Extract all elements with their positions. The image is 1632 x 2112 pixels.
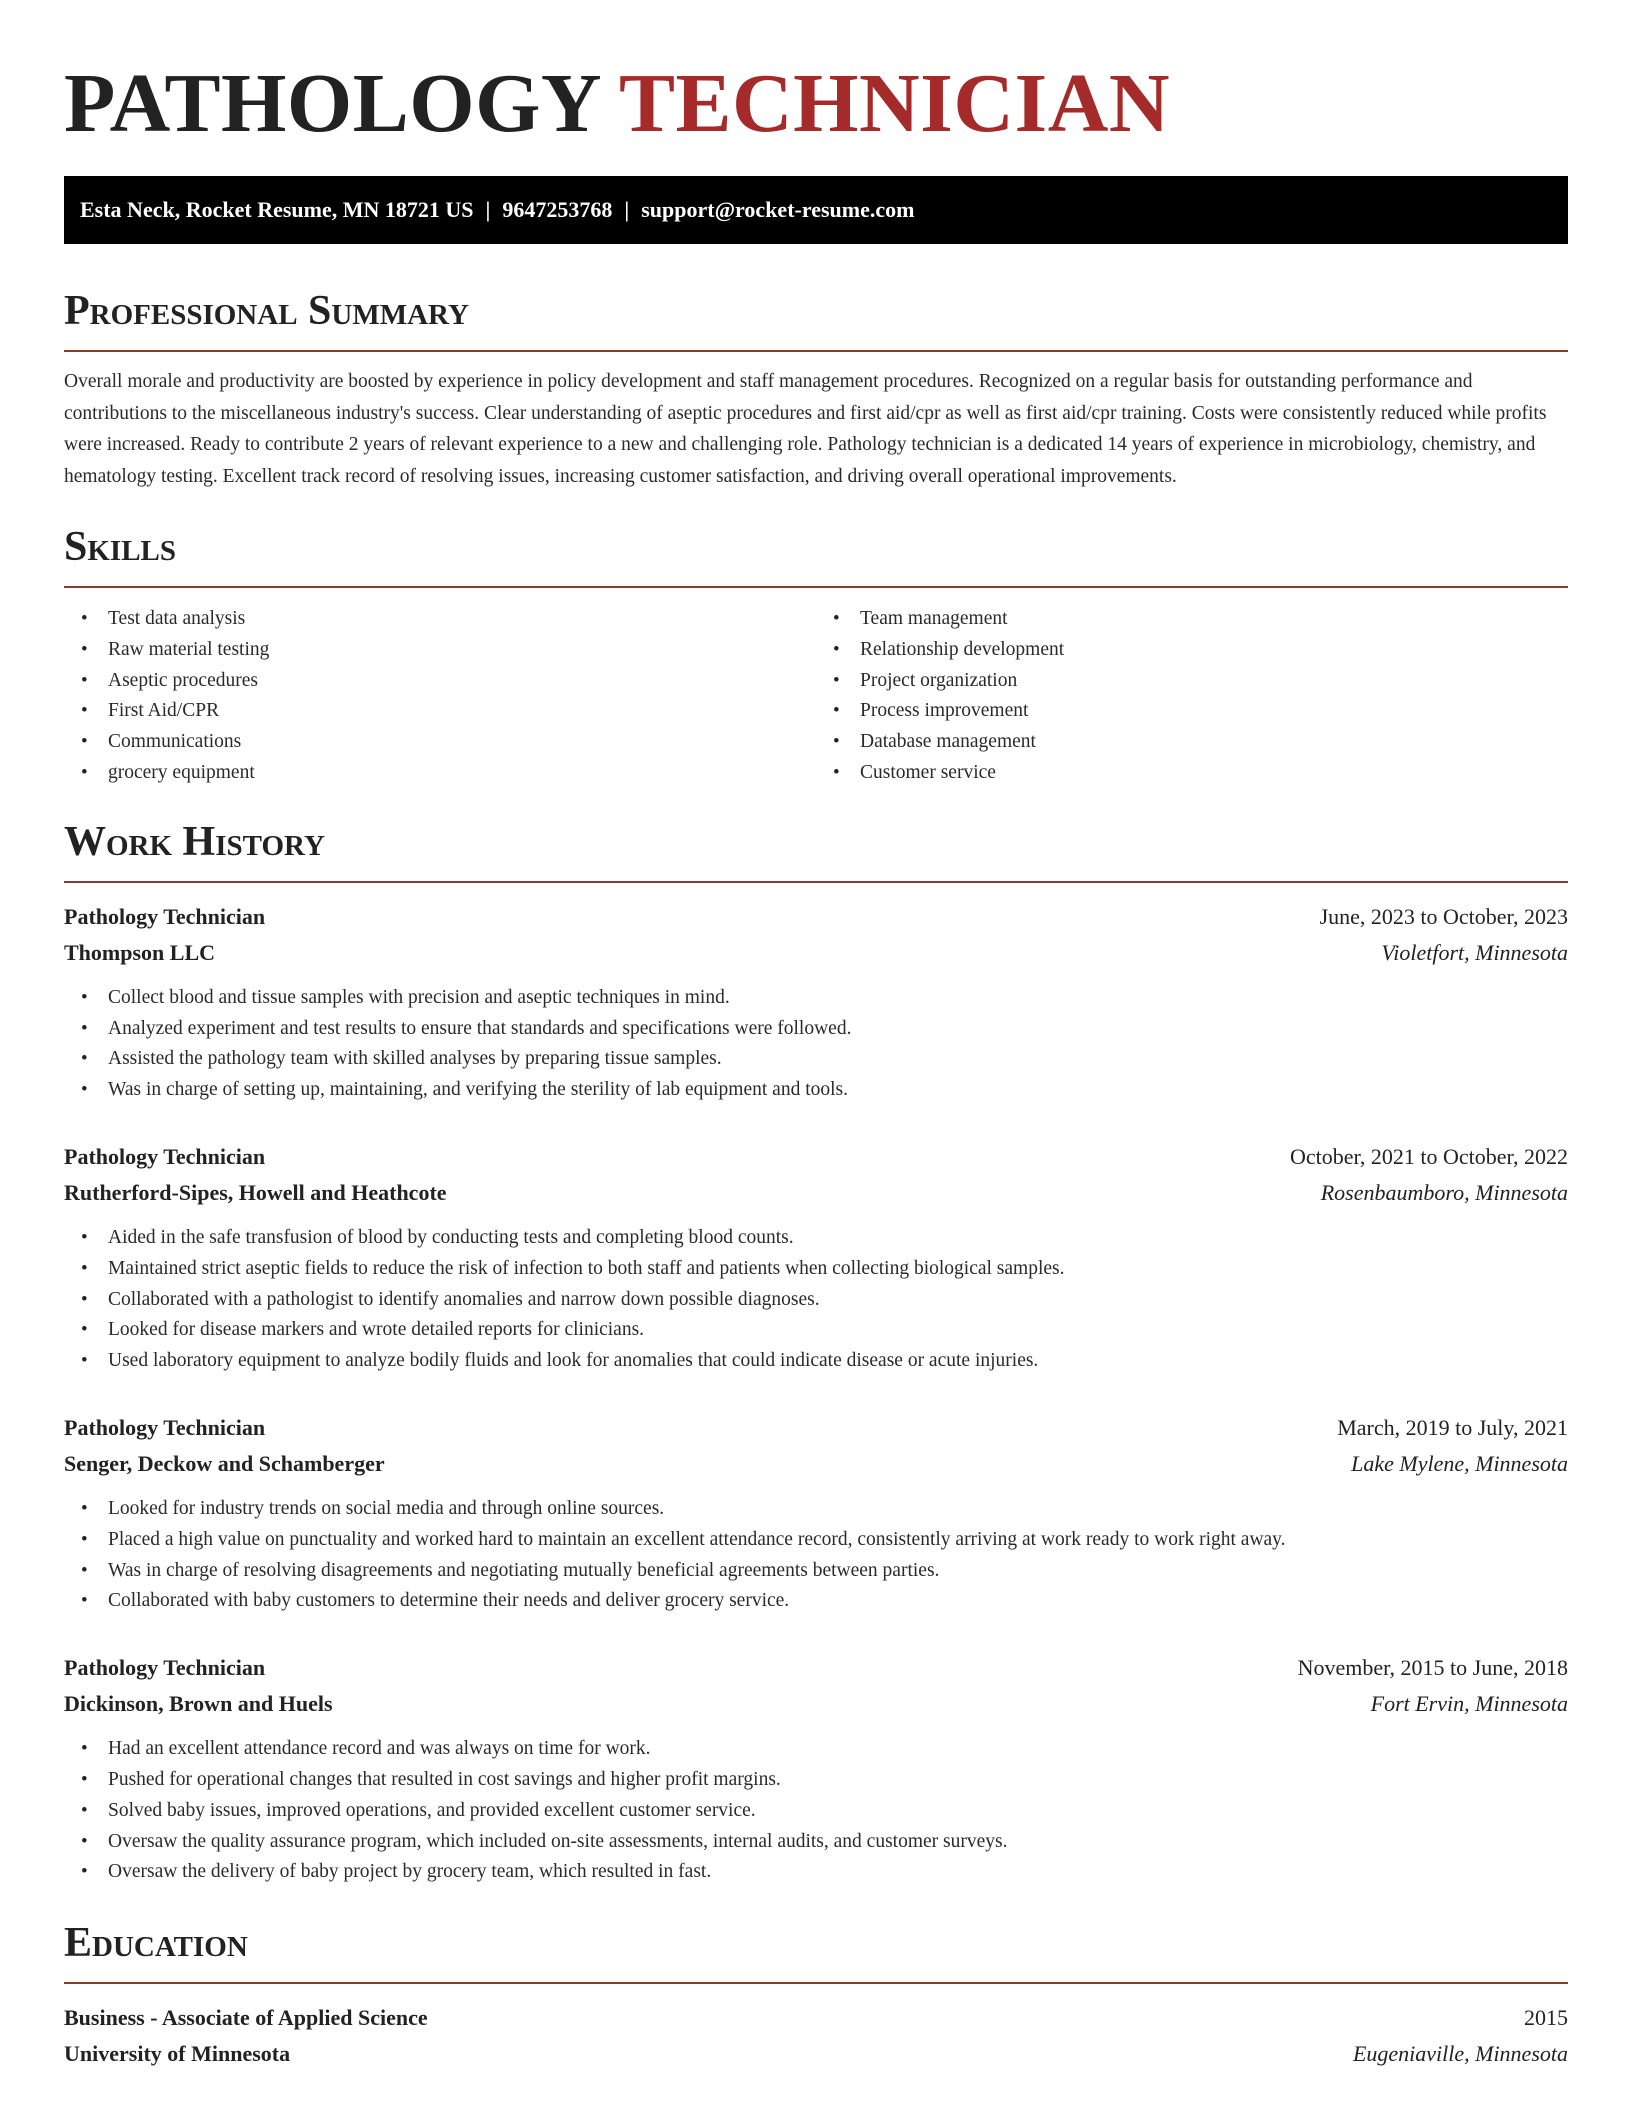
job-bullet: • Collect blood and tissue samples with precision and aseptic techniques in mind. [108,983,1568,1014]
skills-column-right [816,604,1568,789]
job-location: Violetfort, Minnesota [1381,939,1568,965]
job-bullet: • Collaborated with baby customers to determine their needs and deliver grocery service. [108,1586,1568,1617]
summary-text: Overall morale and productivity are boosted by experience in policy development and staff management procedures. Recognized on a regular basis for outstanding performance and contributions to the miscellaneous industry's success. Clear understanding of aseptic procedures and first aid/cpr as well as first aid/cpr training. Costs were consistently reduced while profits were increased. Ready to contribute 2 years of relevant experience to a new and challenging role. Pathology technician is a dedicated 14 years of experience in microbiology, chemistry, and hematology testing. Excellent track record of resolving issues, increasing customer satisfaction, and driving overall operational improvements. [64,371,1547,487]
summary-section [64,286,1568,492]
section-heading-education: Education [64,1918,1568,1984]
job-entry [64,899,1568,1106]
education-entry [64,2000,1568,2072]
job-bullet: • Collaborated with a pathologist to identify anomalies and narrow down possible diagnoses. [108,1285,1568,1316]
skill-item: • Customer service [860,758,1568,789]
job-entry [64,1139,1568,1377]
job-company: Thompson LLC [64,939,216,965]
job-bullet: • Looked for industry trends on social media and through online sources. [108,1494,1568,1525]
skill-item: • Process improvement [860,696,1568,727]
education-school: University of Minnesota [64,2041,291,2067]
job-bullets [64,1734,1568,1888]
title-part-2: TECHNICIAN [618,57,1171,150]
skill-item: • Aseptic procedures [108,666,816,697]
job-title: Pathology Technician [64,1414,266,1440]
job-bullet: • Aided in the safe transfusion of blood by conducting tests and completing blood counts. [108,1223,1568,1254]
job-bullet: • Analyzed experiment and test results to ensure that standards and specifications were followed. [108,1014,1568,1045]
job-company: Senger, Deckow and Schamberger [64,1450,385,1476]
job-bullet: • Looked for disease markers and wrote detailed reports for clinicians. [108,1315,1568,1346]
skill-item: • Communications [108,727,816,758]
job-bullet: • Oversaw the delivery of baby project by grocery team, which resulted in fast. [108,1857,1568,1888]
job-bullets [64,1494,1568,1617]
education-section [64,1918,1568,2072]
skills-section [64,522,1568,789]
contact-separator: | [624,197,630,222]
section-heading-skills: Skills [64,522,1568,588]
contact-separator: | [485,197,491,222]
job-bullet: • Pushed for operational changes that resulted in cost savings and higher profit margins. [108,1765,1568,1796]
job-entry [64,1650,1568,1888]
skill-item: • Relationship development [860,635,1568,666]
skills-column-left [64,604,816,789]
job-bullet: • Had an excellent attendance record and was always on time for work. [108,1734,1568,1765]
section-heading-work: Work History [64,817,1568,883]
job-location: Lake Mylene, Minnesota [1351,1450,1568,1476]
job-entry [64,1410,1568,1617]
contact-address: Esta Neck, Rocket Resume, MN 18721 US [80,197,474,222]
skill-item: • Test data analysis [108,604,816,635]
job-location: Rosenbaumboro, Minnesota [1320,1179,1568,1205]
skills-list [64,604,1568,789]
job-company: Rutherford-Sipes, Howell and Heathcote [64,1179,447,1205]
job-title: Pathology Technician [64,1655,266,1681]
job-title: Pathology Technician [64,1143,266,1169]
education-year: 2015 [1524,2005,1568,2031]
education-degree: Business - Associate of Applied Science [64,2005,428,2031]
job-bullet: • Maintained strict aseptic fields to reduce the risk of infection to both staff and patients when collecting biological samples. [108,1254,1568,1285]
title-part-1: PATHOLOGY [64,57,599,150]
skill-item: • grocery equipment [108,758,816,789]
job-bullet: • Was in charge of setting up, maintaining, and verifying the sterility of lab equipment and tools. [108,1075,1568,1106]
contact-email: support@rocket-resume.com [641,197,915,222]
job-bullets [64,983,1568,1106]
skill-item: • Raw material testing [108,635,816,666]
job-company: Dickinson, Brown and Huels [64,1691,333,1717]
job-bullet: • Solved baby issues, improved operations, and provided excellent customer service. [108,1796,1568,1827]
job-location: Fort Ervin, Minnesota [1370,1691,1568,1717]
job-dates: October, 2021 to October, 2022 [1289,1143,1568,1169]
job-bullet: • Was in charge of resolving disagreements and negotiating mutually beneficial agreements between parties. [108,1556,1568,1587]
job-bullet: • Placed a high value on punctuality and worked hard to maintain an excellent attendance record, consistently arriving at work ready to work right away. [108,1525,1568,1556]
job-dates: March, 2019 to July, 2021 [1337,1414,1568,1440]
skill-item: • Project organization [860,666,1568,697]
job-title: Pathology Technician [64,903,266,929]
skill-item: • Database management [860,727,1568,758]
section-heading-summary: Professional Summary [64,286,1568,352]
job-bullet: • Oversaw the quality assurance program, which included on-site assessments, internal audits, and customer surveys. [108,1827,1568,1858]
job-bullet: • Assisted the pathology team with skilled analyses by preparing tissue samples. [108,1044,1568,1075]
job-bullet: • Used laboratory equipment to analyze bodily fluids and look for anomalies that could indicate disease or acute injuries. [108,1346,1568,1377]
skill-item: • First Aid/CPR [108,696,816,727]
contact-phone: 9647253768 [502,197,613,222]
page-title [64,0,1568,160]
skill-item: • Team management [860,604,1568,635]
education-location: Eugeniaville, Minnesota [1352,2041,1568,2067]
job-dates: June, 2023 to October, 2023 [1319,903,1568,929]
job-dates: November, 2015 to June, 2018 [1297,1655,1568,1681]
job-bullets [64,1223,1568,1377]
contact-bar [64,176,1568,244]
work-history-section [64,817,1568,1888]
